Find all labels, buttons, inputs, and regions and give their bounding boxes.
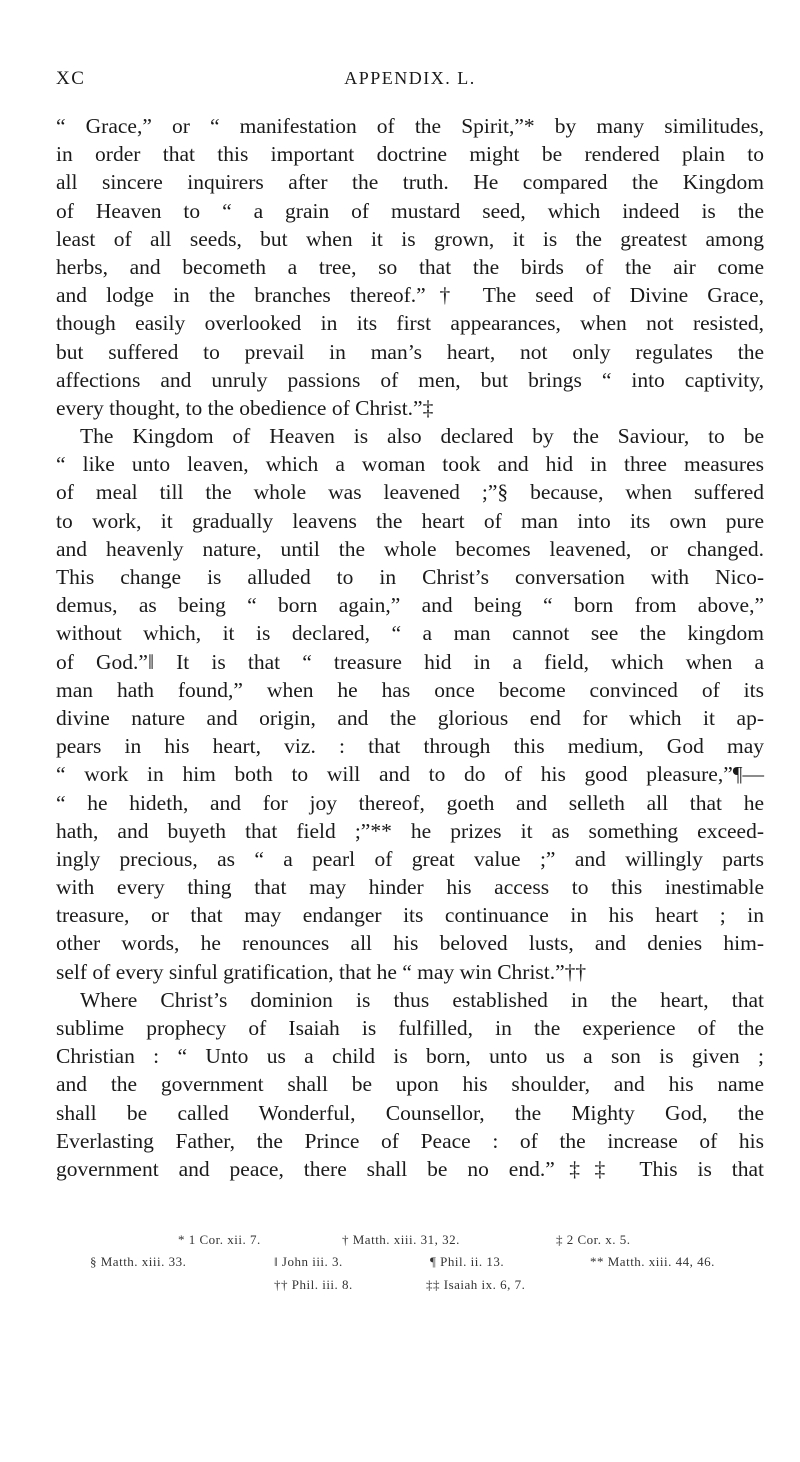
text-line: and lodge in the branches thereof.”† The seed of Divine Grace, [56, 283, 764, 308]
text-line: “ like unto leaven, which a woman took and hid in three measures [56, 452, 764, 477]
text-line: divine nature and origin, and the glorious end for which it ap- [56, 705, 764, 730]
paragraph-start-line: Where Christ’s dominion is thus established in the heart, that [80, 987, 764, 1012]
text-line: ingly precious, as “ a pearl of great value ;” and willingly parts [56, 846, 764, 871]
running-title: APPENDIX. L. [344, 68, 476, 88]
text-line: “ Grace,” or “ manifestation of the Spirit,”* by many similitudes, [56, 114, 764, 138]
text-line: “ work in him both to will and to do of his good pleasure,”¶— [56, 762, 764, 787]
paragraph-start-line: The Kingdom of Heaven is also declared by the Saviour, to be [80, 424, 764, 449]
text-line: with every thing that may hinder his access to this inestimable [56, 875, 764, 900]
text-line: though easily overlooked in its first appearances, when not resisted, [56, 311, 764, 336]
text-line: all sincere inquirers after the truth. He compared the Kingdom [56, 170, 764, 195]
text-line: and heavenly nature, until the whole becomes leavened, or changed. [56, 536, 764, 561]
text-line: man hath found,” when he has once become convinced of its [56, 677, 764, 702]
text-line: without which, it is declared, “ a man cannot see the kingdom [56, 621, 764, 646]
text-line: but suffered to prevail in man’s heart, not only regulates the [56, 339, 764, 364]
footnote: ** Matth. xiii. 44, 46. [590, 1254, 715, 1269]
text-line: of Heaven to “ a grain of mustard seed, which indeed is the [56, 198, 764, 223]
text-line: Everlasting Father, the Prince of Peace : of the increase of his [56, 1128, 764, 1153]
text-line: “ he hideth, and for joy thereof, goeth and selleth all that he [56, 790, 764, 815]
text-line: in order that this important doctrine might be rendered plain to [56, 142, 764, 167]
body-text [56, 112, 764, 1183]
footnote: ‡‡ Isaiah ix. 6, 7. [426, 1277, 526, 1292]
text-line: affections and unruly passions of men, but brings “ into captivity, [56, 367, 764, 392]
footnote: ¶ Phil. ii. 13. [430, 1254, 505, 1269]
text-line: shall be called Wonderful, Counsellor, the Mighty God, the [56, 1100, 764, 1125]
page-number: XC [56, 68, 86, 89]
footnote: § Matth. xiii. 33. [90, 1254, 187, 1269]
text-line: and the government shall be upon his shoulder, and his name [56, 1072, 764, 1097]
text-line: sublime prophecy of Isaiah is fulfilled, in the experience of the [56, 1016, 764, 1040]
footnote: * 1 Cor. xii. 7. [178, 1232, 261, 1247]
text-line: hath, and buyeth that field ;”** he prizes it as something exceed- [56, 818, 764, 843]
text-line: demus, as being “ born again,” and being “ born from above,” [56, 593, 764, 618]
text-line: pears in his heart, viz. : that through this medium, God may [56, 734, 764, 759]
text-line: Christian : “ Unto us a child is born, unto us a son is given ; [56, 1044, 764, 1069]
page-header [56, 68, 764, 94]
footnote: ‡ 2 Cor. x. 5. [556, 1232, 631, 1247]
footnote: † Matth. xiii. 31, 32. [342, 1232, 460, 1247]
text-line: of meal till the whole was leavened ;”§ because, when suffered [56, 480, 764, 505]
text-line: This change is alluded to in Christ’s conversation with Nico- [56, 565, 764, 589]
footnote: ‖ John iii. 3. [274, 1254, 343, 1269]
text-line: every thought, to the obedience of Christ.”‡ [56, 395, 434, 420]
text-line: of God.”‖ It is that “ treasure hid in a field, which when a [56, 649, 764, 674]
text-line: treasure, or that may endanger its continuance in his heart ; in [56, 903, 764, 928]
text-line: herbs, and becometh a tree, so that the birds of the air come [56, 254, 764, 279]
text-line: other words, he renounces all his beloved lusts, and denies him- [56, 931, 764, 956]
footnote: †† Phil. iii. 8. [274, 1277, 353, 1292]
text-line: least of all seeds, but when it is grown, it is the greatest among [56, 226, 764, 251]
text-line: to work, it gradually leavens the heart of man into its own pure [56, 508, 764, 533]
text-line: government and peace, there shall be no end.”‡‡ This is that [56, 1156, 764, 1181]
text-line: self of every sinful gratification, that he “ may win Christ.”†† [56, 959, 587, 984]
